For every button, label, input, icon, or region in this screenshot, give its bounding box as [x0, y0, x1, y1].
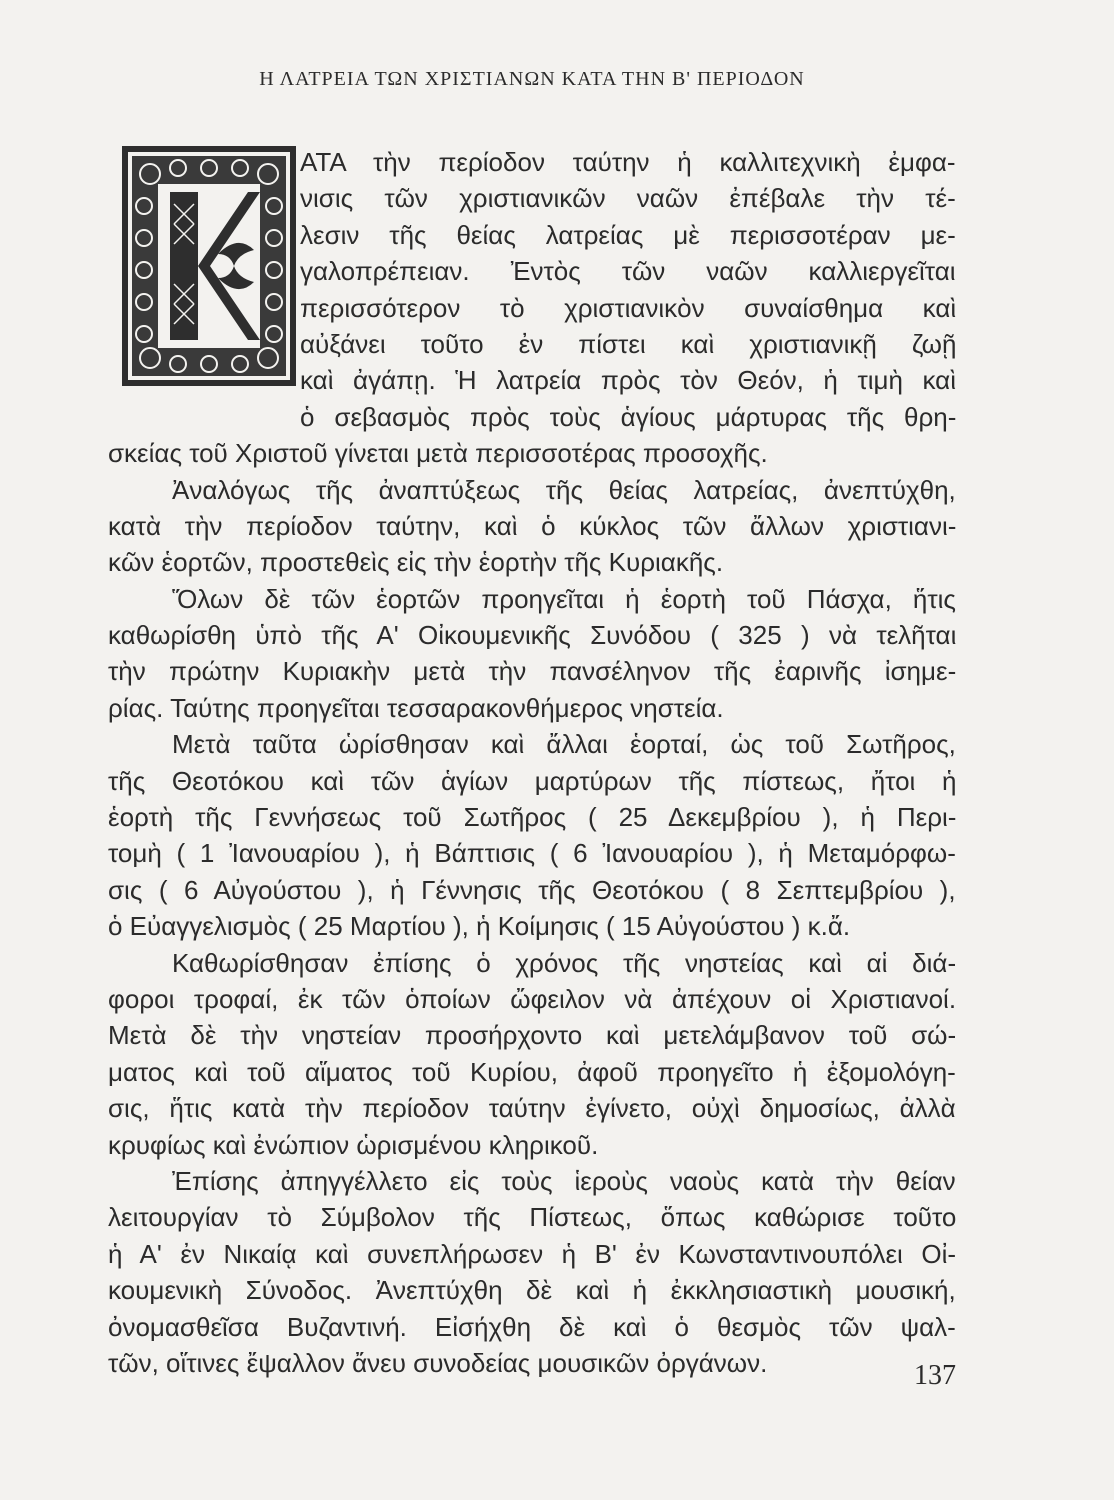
text-line: αὐξάνει τοῦτο ἐν πίστει καὶ χριστιανικῇ ζωῇ: [300, 328, 956, 359]
text-line: ΑΤΑ τὴν περίοδον ταύτην ἡ καλλιτεχνικὴ ἐμφα-: [300, 147, 956, 177]
text-line: σκείας τοῦ Χριστοῦ γίνεται μετὰ περισσοτέρας προσοχῆς.: [108, 438, 768, 469]
page-number: 137: [914, 1360, 956, 1391]
body-text: [108, 144, 956, 1381]
text-line: λειτουργίαν τὸ Σύμβολον τῆς Πίστεως, ὅπως καθώρισε τοῦτο: [108, 1202, 956, 1233]
text-line: ρίας. Ταύτης προηγεῖται τεσσαρακονθήμερος νηστεία.: [108, 692, 724, 723]
text-line: Ἀναλόγως τῆς ἀναπτύξεως τῆς θείας λατρείας, ἀνεπτύχθη,: [172, 474, 956, 505]
text-line: κουμενικὴ Σύνοδος. Ἀνεπτύχθη δὲ καὶ ἡ ἐκκλησιαστικὴ μουσική,: [108, 1275, 956, 1306]
text-line: καὶ ἀγάπῃ. Ἡ λατρεία πρὸς τὸν Θεόν, ἡ τιμὴ καὶ: [300, 365, 956, 396]
text-line: κρυφίως καὶ ἐνώπιον ὡρισμένου κληρικοῦ.: [108, 1129, 599, 1160]
text-line: Μετὰ δὲ τὴν νηστείαν προσήρχοντο καὶ μετελάμβανον τοῦ σώ-: [108, 1020, 956, 1051]
text-line: σις ( 6 Αὐγούστου ), ἡ Γέννησις τῆς Θεοτόκου ( 8 Σεπτεμβρίου ),: [108, 874, 956, 905]
page: [108, 60, 956, 1391]
text-line: ἡ Α' ἐν Νικαίᾳ καὶ συνεπλήρωσεν ἡ Β' ἐν Κωνσταντινουπόλει Οἰ-: [108, 1238, 956, 1269]
text-line: λεσιν τῆς θείας λατρείας μὲ περισσοτέραν με-: [300, 219, 956, 250]
text-line: νισις τῶν χριστιανικῶν ναῶν ἐπέβαλε τὴν τέ-: [300, 183, 956, 214]
page-heading: Η ΛΑΤΡΕΙΑ ΤΩΝ ΧΡΙΣΤΙΑΝΩΝ ΚΑΤΑ ΤΗΝ Β' ΠΕΡΙΟΔΟΝ: [259, 68, 805, 90]
text-line: ὀνομασθεῖσα Βυζαντινή. Εἰσήχθη δὲ καὶ ὁ θεσμὸς τῶν ψαλ-: [108, 1311, 956, 1342]
text-line: Μετὰ ταῦτα ὡρίσθησαν καὶ ἄλλαι ἑορταί, ὡς τοῦ Σωτῆρος,: [172, 729, 956, 760]
text-line: ἑορτὴ τῆς Γεννήσεως τοῦ Σωτῆρος ( 25 Δεκεμβρίου ), ἡ Περι-: [108, 802, 956, 833]
text-line: τομὴ ( 1 Ἰανουαρίου ), ἡ Βάπτισις ( 6 Ἰανουαρίου ), ἡ Μεταμόρφω-: [108, 838, 956, 869]
text-line: περισσότερον τὸ χριστιανικὸν συναίσθημα καὶ: [300, 292, 956, 323]
text-line: γαλοπρέπειαν. Ἐντὸς τῶν ναῶν καλλιεργεῖται: [300, 256, 956, 287]
text-line: ματος καὶ τοῦ αἵματος τοῦ Κυρίου, ἀφοῦ προηγεῖτο ἡ ἐξομολόγη-: [108, 1056, 956, 1087]
text-line: ὁ σεβασμὸς πρὸς τοὺς ἁγίους μάρτυρας τῆς θρη-: [300, 401, 956, 432]
text-line: τῶν, οἵτινες ἔψαλλον ἄνευ συνοδείας μουσικῶν ὀργάνων.: [108, 1347, 768, 1378]
text-line: κατὰ τὴν περίοδον ταύτην, καὶ ὁ κύκλος τῶν ἄλλων χριστιανι-: [108, 510, 956, 541]
text-line: Ἐπίσης ἀπηγγέλλετο εἰς τοὺς ἱεροὺς ναοὺς κατὰ τὴν θείαν: [172, 1165, 956, 1196]
text-line: Καθωρίσθησαν ἐπίσης ὁ χρόνος τῆς νηστείας καὶ αἱ διά-: [172, 947, 956, 978]
text-line: φοροι τροφαί, ἐκ τῶν ὁποίων ὤφειλον νὰ ἀπέχουν οἱ Χριστιανοί.: [108, 983, 956, 1014]
text-line: κῶν ἑορτῶν, προστεθεὶς εἰς τὴν ἑορτὴν τῆς Κυριακῆς.: [108, 547, 724, 578]
text-line: καθωρίσθη ὑπὸ τῆς Α' Οἰκουμενικῆς Συνόδου ( 325 ) νὰ τελῆται: [108, 620, 956, 651]
text-line: σις, ἥτις κατὰ τὴν περίοδον ταύτην ἐγίνετο, οὐχὶ δημοσίως, ἀλλὰ: [108, 1093, 956, 1124]
text-line: τῆς Θεοτόκου καὶ τῶν ἁγίων μαρτύρων τῆς πίστεως, ἤτοι ἡ: [108, 765, 956, 796]
text-line: τὴν πρώτην Κυριακὴν μετὰ τὴν πανσέληνον τῆς ἐαρινῆς ἰσημε-: [108, 656, 956, 687]
text-line: ὁ Εὐαγγελισμὸς ( 25 Μαρτίου ), ἡ Κοίμησις ( 15 Αὐγούστου ) κ.ἄ.: [108, 911, 851, 942]
text-line: Ὅλων δὲ τῶν ἑορτῶν προηγεῖται ἡ ἑορτὴ τοῦ Πάσχα, ἥτις: [172, 583, 956, 614]
